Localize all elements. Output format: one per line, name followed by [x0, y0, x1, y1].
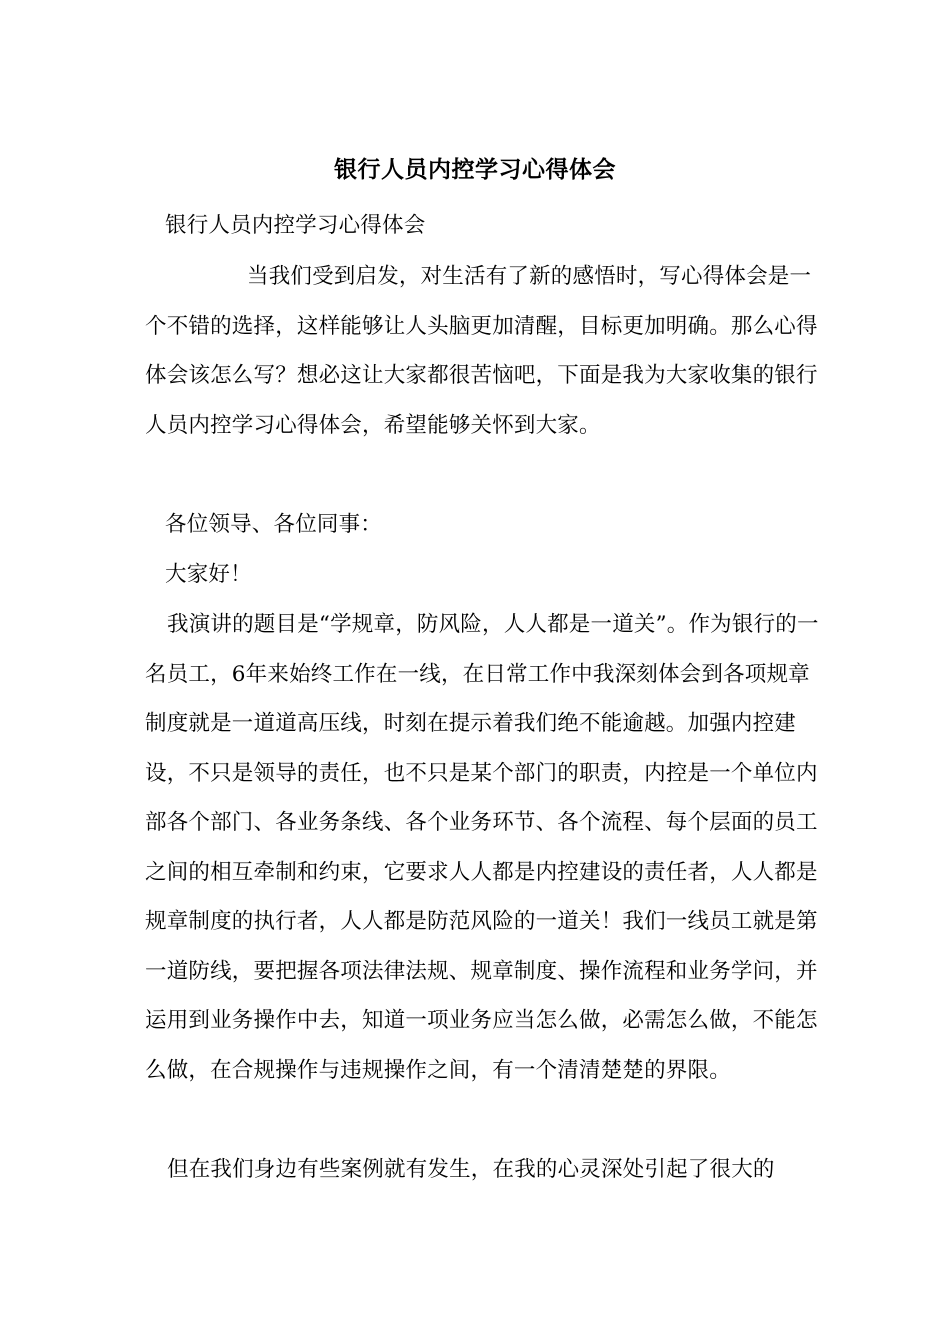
document-subtitle: 银行人员内控学习心得体会 [165, 213, 426, 238]
body-paragraph-1: 我演讲的题目是“学规章，防风险，人人都是一道关”。作为银行的一名员工，6年来始终工作在一线，在日常工作中我深刻体会到各项规章制度就是一道道高压线，时刻在提示着我们绝不能逾越。加强内控建设，不只是领导的责任，也不只是某个部门的职责，内控是一个单位内部各个部门、各业务条线、各个业务环节、各个流程、每个层面的员工之间的相互牵制和约束，它要求人人都是内控建设的责任者，人人都是规章制度的执行者，人人都是防范风险的一道关！我们一线员工就是第一道防线，要把握各项法律法规、规章制度、操作流程和业务学问，并运用到业务操作中去，知道一项业务应当怎么做，必需怎么做，不能怎么做，在合规操作与违规操作之间，有一个清清楚楚的界限。 [145, 612, 819, 1083]
salutation-line: 各位领导、各位同事： [165, 512, 383, 537]
greeting-line: 大家好！ [165, 562, 252, 587]
document-title: 银行人员内控学习心得体会 [334, 156, 616, 183]
intro-paragraph: 当我们受到启发，对生活有了新的感悟时，写心得体会是一个不错的选择，这样能够让人头脑更加清醒，目标更加明确。那么心得体会该怎么写？想必这让大家都很苦恼吧，下面是我为大家收集的银行人员内控学习心得体会，希望能够关怀到大家。 [145, 264, 818, 438]
body-paragraph-2: 但在我们身边有些案例就有发生，在我的心灵深处引起了很大的 [167, 1157, 775, 1182]
